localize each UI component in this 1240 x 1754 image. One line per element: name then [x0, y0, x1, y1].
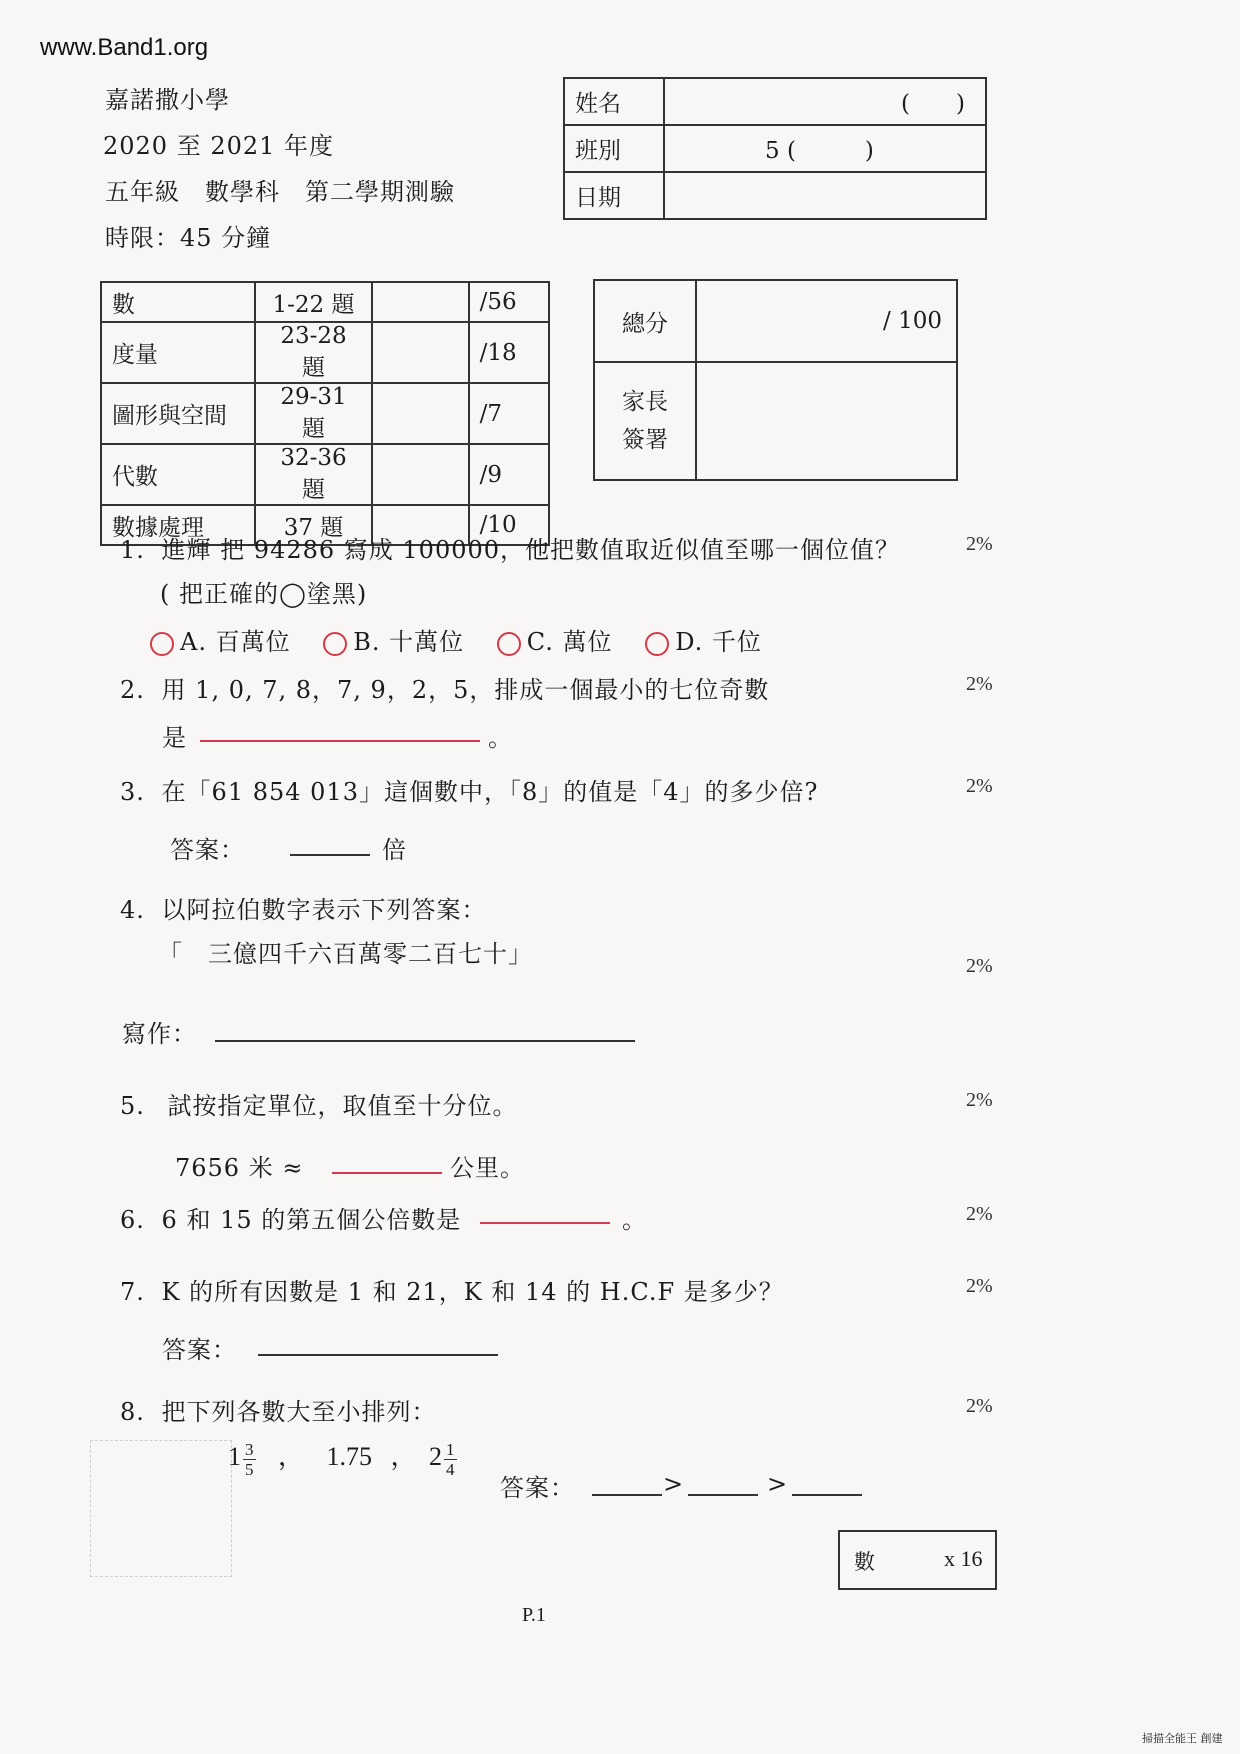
q3-unit: 倍: [382, 836, 407, 864]
q2-number: 2.: [120, 676, 145, 704]
exam-title: 五年級 數學科 第二學期測驗: [105, 178, 455, 206]
q4-answer-line[interactable]: [215, 1040, 635, 1042]
school-name: 嘉諾撒小學: [105, 86, 230, 114]
score-row: [101, 444, 549, 505]
total-score-box: [593, 279, 958, 481]
score-blank[interactable]: [372, 322, 468, 383]
question-8: [120, 1392, 437, 1427]
q1-number: 1.: [120, 536, 145, 564]
parent-signature-field[interactable]: [696, 362, 957, 480]
q6-answer-line[interactable]: [480, 1222, 610, 1224]
q1-option-a[interactable]: A. 百萬位: [150, 628, 291, 656]
q5-number: 5.: [120, 1092, 145, 1120]
option-circle-icon: [323, 632, 347, 656]
score-questions: 1-22 題: [255, 282, 373, 322]
q1-note: ( 把正確的◯塗黑): [160, 580, 368, 608]
q6-mark: 2%: [966, 1203, 993, 1225]
q6-suffix: 。: [622, 1206, 647, 1234]
q8-answer-line-3[interactable]: [792, 1494, 862, 1496]
score-max: /10: [469, 505, 549, 545]
q5-expression: 7656 米 ≈: [175, 1154, 304, 1182]
q8-number: 8.: [120, 1398, 145, 1426]
name-label: 姓名: [564, 78, 664, 125]
class-field[interactable]: [664, 125, 986, 172]
name-field[interactable]: [664, 78, 986, 125]
q8-mark: 2%: [966, 1395, 993, 1417]
date-label: 日期: [564, 172, 664, 219]
fraction: $\frac{3}{5}$: [245, 1439, 254, 1479]
faint-scratch-box: [90, 1440, 232, 1577]
score-max: /9: [469, 444, 549, 505]
q1-option-c[interactable]: C. 萬位: [497, 628, 613, 656]
score-questions: 23-28 題: [255, 322, 373, 383]
student-info-box: [563, 77, 987, 220]
score-row: [101, 322, 549, 383]
q4-quote: 「 三億四千六百萬零二百七十」: [158, 940, 533, 968]
q8-gt-2: >: [767, 1470, 789, 1498]
q8-gt-1: >: [663, 1470, 685, 1498]
q4-mark: 2%: [966, 955, 993, 977]
fraction: $\frac{1}{4}$: [446, 1439, 455, 1479]
q3-number: 3.: [120, 778, 145, 806]
q6-text: 6 和 15 的第五個公倍數是: [161, 1206, 462, 1234]
question-2: [120, 670, 769, 705]
question-4: [120, 890, 487, 925]
q5-answer-line[interactable]: [332, 1172, 442, 1174]
page-number: P.1: [522, 1604, 546, 1626]
watermark-text: www.Band1.org: [40, 34, 209, 61]
score-blank[interactable]: [372, 444, 468, 505]
q2-mark: 2%: [966, 673, 993, 695]
q4-number: 4.: [120, 896, 145, 924]
question-6: [120, 1200, 461, 1235]
score-area: 數據處理: [101, 505, 255, 545]
q4-text: 以阿拉伯數字表示下列答案：: [161, 896, 487, 924]
q2-answer-prefix: 是: [162, 724, 187, 752]
score-max: /7: [469, 383, 549, 444]
question-7: [120, 1272, 784, 1307]
question-1: [120, 530, 900, 565]
scanner-credit: 掃描全能王 創建: [1142, 1732, 1223, 1745]
parent-label-line2: 簽署: [622, 427, 668, 453]
q8-text: 把下列各數大至小排列：: [161, 1398, 437, 1426]
score-blank[interactable]: [372, 282, 468, 322]
q2-text: 用 1, 0, 7, 8，7, 9，2，5，排成一個最小的七位奇數: [161, 676, 770, 704]
q8-numbers: 1 $\frac{3}{5}$ ， 1.75 ， 2 $\frac{1}{4}$: [228, 1439, 455, 1479]
score-area: 代數: [101, 444, 255, 505]
option-circle-icon: [150, 632, 174, 656]
school-year: 2020 至 2021 年度: [103, 132, 335, 160]
score-max: /56: [469, 282, 549, 322]
q3-answer-line[interactable]: [290, 854, 370, 856]
total-max: / 100: [883, 308, 942, 334]
q1-option-d[interactable]: D. 千位: [645, 628, 762, 656]
question-5: [120, 1086, 518, 1121]
q8-answer-line-1[interactable]: [592, 1494, 662, 1496]
q2-answer-suffix: 。: [488, 724, 513, 752]
q4-answer-label: 寫作：: [122, 1020, 197, 1048]
q5-mark: 2%: [966, 1089, 993, 1111]
score-row: [101, 383, 549, 444]
score-questions: 29-31 題: [255, 383, 373, 444]
score-area: 度量: [101, 322, 255, 383]
q7-mark: 2%: [966, 1275, 993, 1297]
total-label: 總分: [594, 280, 696, 362]
score-area: 圖形與空間: [101, 383, 255, 444]
q8-mixed-number-1: 1 $\frac{3}{5}$: [228, 1439, 254, 1479]
score-questions: 32-36 題: [255, 444, 373, 505]
score-area: 數: [101, 282, 255, 322]
q7-answer-label: 答案：: [162, 1336, 237, 1364]
q3-mark: 2%: [966, 775, 993, 797]
score-max: /18: [469, 322, 549, 383]
date-field[interactable]: [664, 172, 986, 219]
q7-number: 7.: [120, 1278, 145, 1306]
q6-number: 6.: [120, 1206, 145, 1234]
q1-option-b[interactable]: B. 十萬位: [323, 628, 464, 656]
q1-options: [150, 622, 850, 657]
option-circle-icon: [497, 632, 521, 656]
option-circle-icon: [645, 632, 669, 656]
q3-answer-label: 答案：: [170, 836, 245, 864]
score-row: [101, 282, 549, 322]
page-score-label: 數: [854, 1550, 876, 1574]
name-paren: ( ): [901, 91, 965, 117]
score-questions: 37 題: [255, 505, 373, 545]
class-label: 班別: [564, 125, 664, 172]
total-field[interactable]: [696, 280, 957, 362]
score-breakdown-table: [100, 281, 550, 546]
class-value: 5 ( ): [765, 138, 874, 164]
q5-text: 試按指定單位，取值至十分位。: [167, 1092, 518, 1120]
q7-answer-line[interactable]: [258, 1354, 498, 1356]
q3-text: 在「61 854 013」這個數中，「8」的值是「4」的多少倍?: [161, 778, 819, 806]
q7-text: K 的所有因數是 1 和 21，K 和 14 的 H.C.F 是多少？: [161, 1278, 784, 1306]
q1-mark: 2%: [966, 533, 993, 555]
parent-label: [594, 362, 696, 480]
q5-unit: 公里。: [450, 1154, 525, 1182]
parent-label-line1: 家長: [622, 389, 668, 415]
score-blank[interactable]: [372, 383, 468, 444]
q8-answer-label: 答案：: [500, 1474, 575, 1502]
page-score-value: x 16: [944, 1546, 983, 1571]
q2-answer-line[interactable]: [200, 740, 480, 742]
time-limit: 時限：45 分鐘: [105, 224, 272, 252]
q8-decimal: 1.75: [326, 1442, 373, 1471]
q8-answer-line-2[interactable]: [688, 1494, 758, 1496]
page-score-box: [838, 1530, 997, 1590]
q8-mixed-number-2: 2 $\frac{1}{4}$: [429, 1439, 455, 1479]
q1-text: 進輝 把 94286 寫成 100000，他把數值取近似值至哪一個位值？: [161, 536, 901, 564]
question-3: [120, 772, 818, 807]
